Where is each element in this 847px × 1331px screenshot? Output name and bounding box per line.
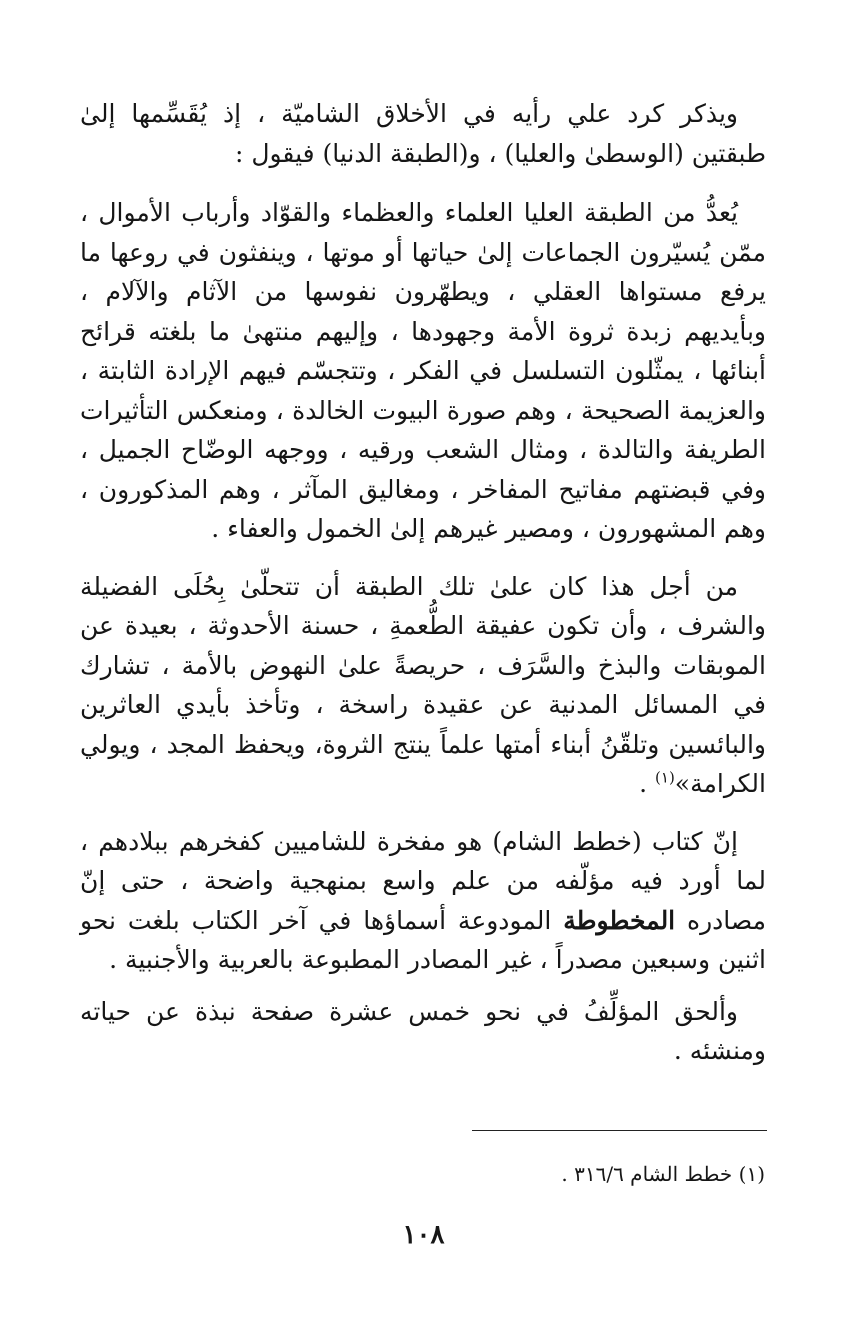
page-number: ١٠٨ (402, 1220, 445, 1250)
footnote (79, 1160, 765, 1188)
bold-term-manuscript: المخطوطة (563, 905, 676, 935)
footnote-reference[interactable]: (١) (655, 768, 675, 787)
paragraph-book-sources (80, 822, 766, 980)
paragraph-book-sources-end: المودوعة أسماؤها في آخر الكتاب بلغت نحو اثنين وسبعين مصدراً ، غير المصادر المطبوعة بالعربية والأجنبية . (80, 905, 766, 974)
paragraph-book-sources-start: إنّ كتاب (خطط الشام) هو مفخرة للشاميين كفخرهم ببلادهم ، لما أورد فيه مؤلّفه من علم واسع بمنهجية واضحة ، حتى إنّ مصادره (80, 826, 766, 935)
footnote-number: (١) (738, 1162, 765, 1186)
body-text (80, 94, 766, 1089)
paragraph-quote-continued (80, 567, 766, 804)
paragraph-end-punctuation: . (639, 769, 656, 798)
paragraph-quote: يُعدُّ من الطبقة العليا العلماء والعظماء والقوّاد وأرباب الأموال ، ممّن يُسيّرون الجماعات إلىٰ حياتها أو موتها ، وينفثون في روعها ما يرفع مستواها العقلي ، ويطهّرون نفوسها من الآثام والآلام ، وبأيديهم زبدة ثروة الأمة وجهودها ، وإليهم منتهىٰ ما بلغته قرائح أبنائها ، يمثّلون التسلسل في الفكر ، وتتجسّم فيهم الإرادة الثابتة ، والعزيمة الصحيحة ، وهم صورة البيوت الخالدة ، ومنعكس التأثيرات الطريفة والتالدة ، ومثال الشعب ورقيه ، ووجهه الوضّاح الجميل ، وفي قبضتهم مفاتيح المفاخر ، ومغاليق المآثر ، وهم المذكورون ، وهم المشهورون ، ومصير غيرهم إلىٰ الخمول والعفاء . (80, 198, 766, 543)
footnote-text: خطط الشام ٣١٦/٦ . (561, 1162, 733, 1186)
paragraph-author-biography: وألحق المؤلِّفُ في نحو خمس عشرة صفحة نبذة عن حياته ومنشئه . (80, 996, 766, 1065)
paragraph-quote-continued-text: من أجل هذا كان علىٰ تلك الطبقة أن تتحلّىٰ بِحُلَى الفضيلة والشرف ، وأن تكون عفيقة الطُّعمةِ ، حسنة الأحدوثة ، بعيدة عن الموبقات والبذخ والسَّرَف ، حريصةً علىٰ النهوض بالأمة ، تشارك في المسائل المدنية عن عقيدة راسخة ، وتأخذ بأيدي العاثرين والبائسين وتلقّنُ أبناء أمتها علماً ينتج الثروة، ويحفظ المجد ، ويولي الكرامة» (80, 571, 766, 798)
paragraph-intro: ويذكر كرد علي رأيه في الأخلاق الشاميّة ، إذ يُقَسِّمها إلىٰ طبقتين (الوسطىٰ والعليا) ، و(الطبقة الدنيا) فيقول : (80, 99, 766, 168)
footnote-divider (472, 1130, 767, 1131)
